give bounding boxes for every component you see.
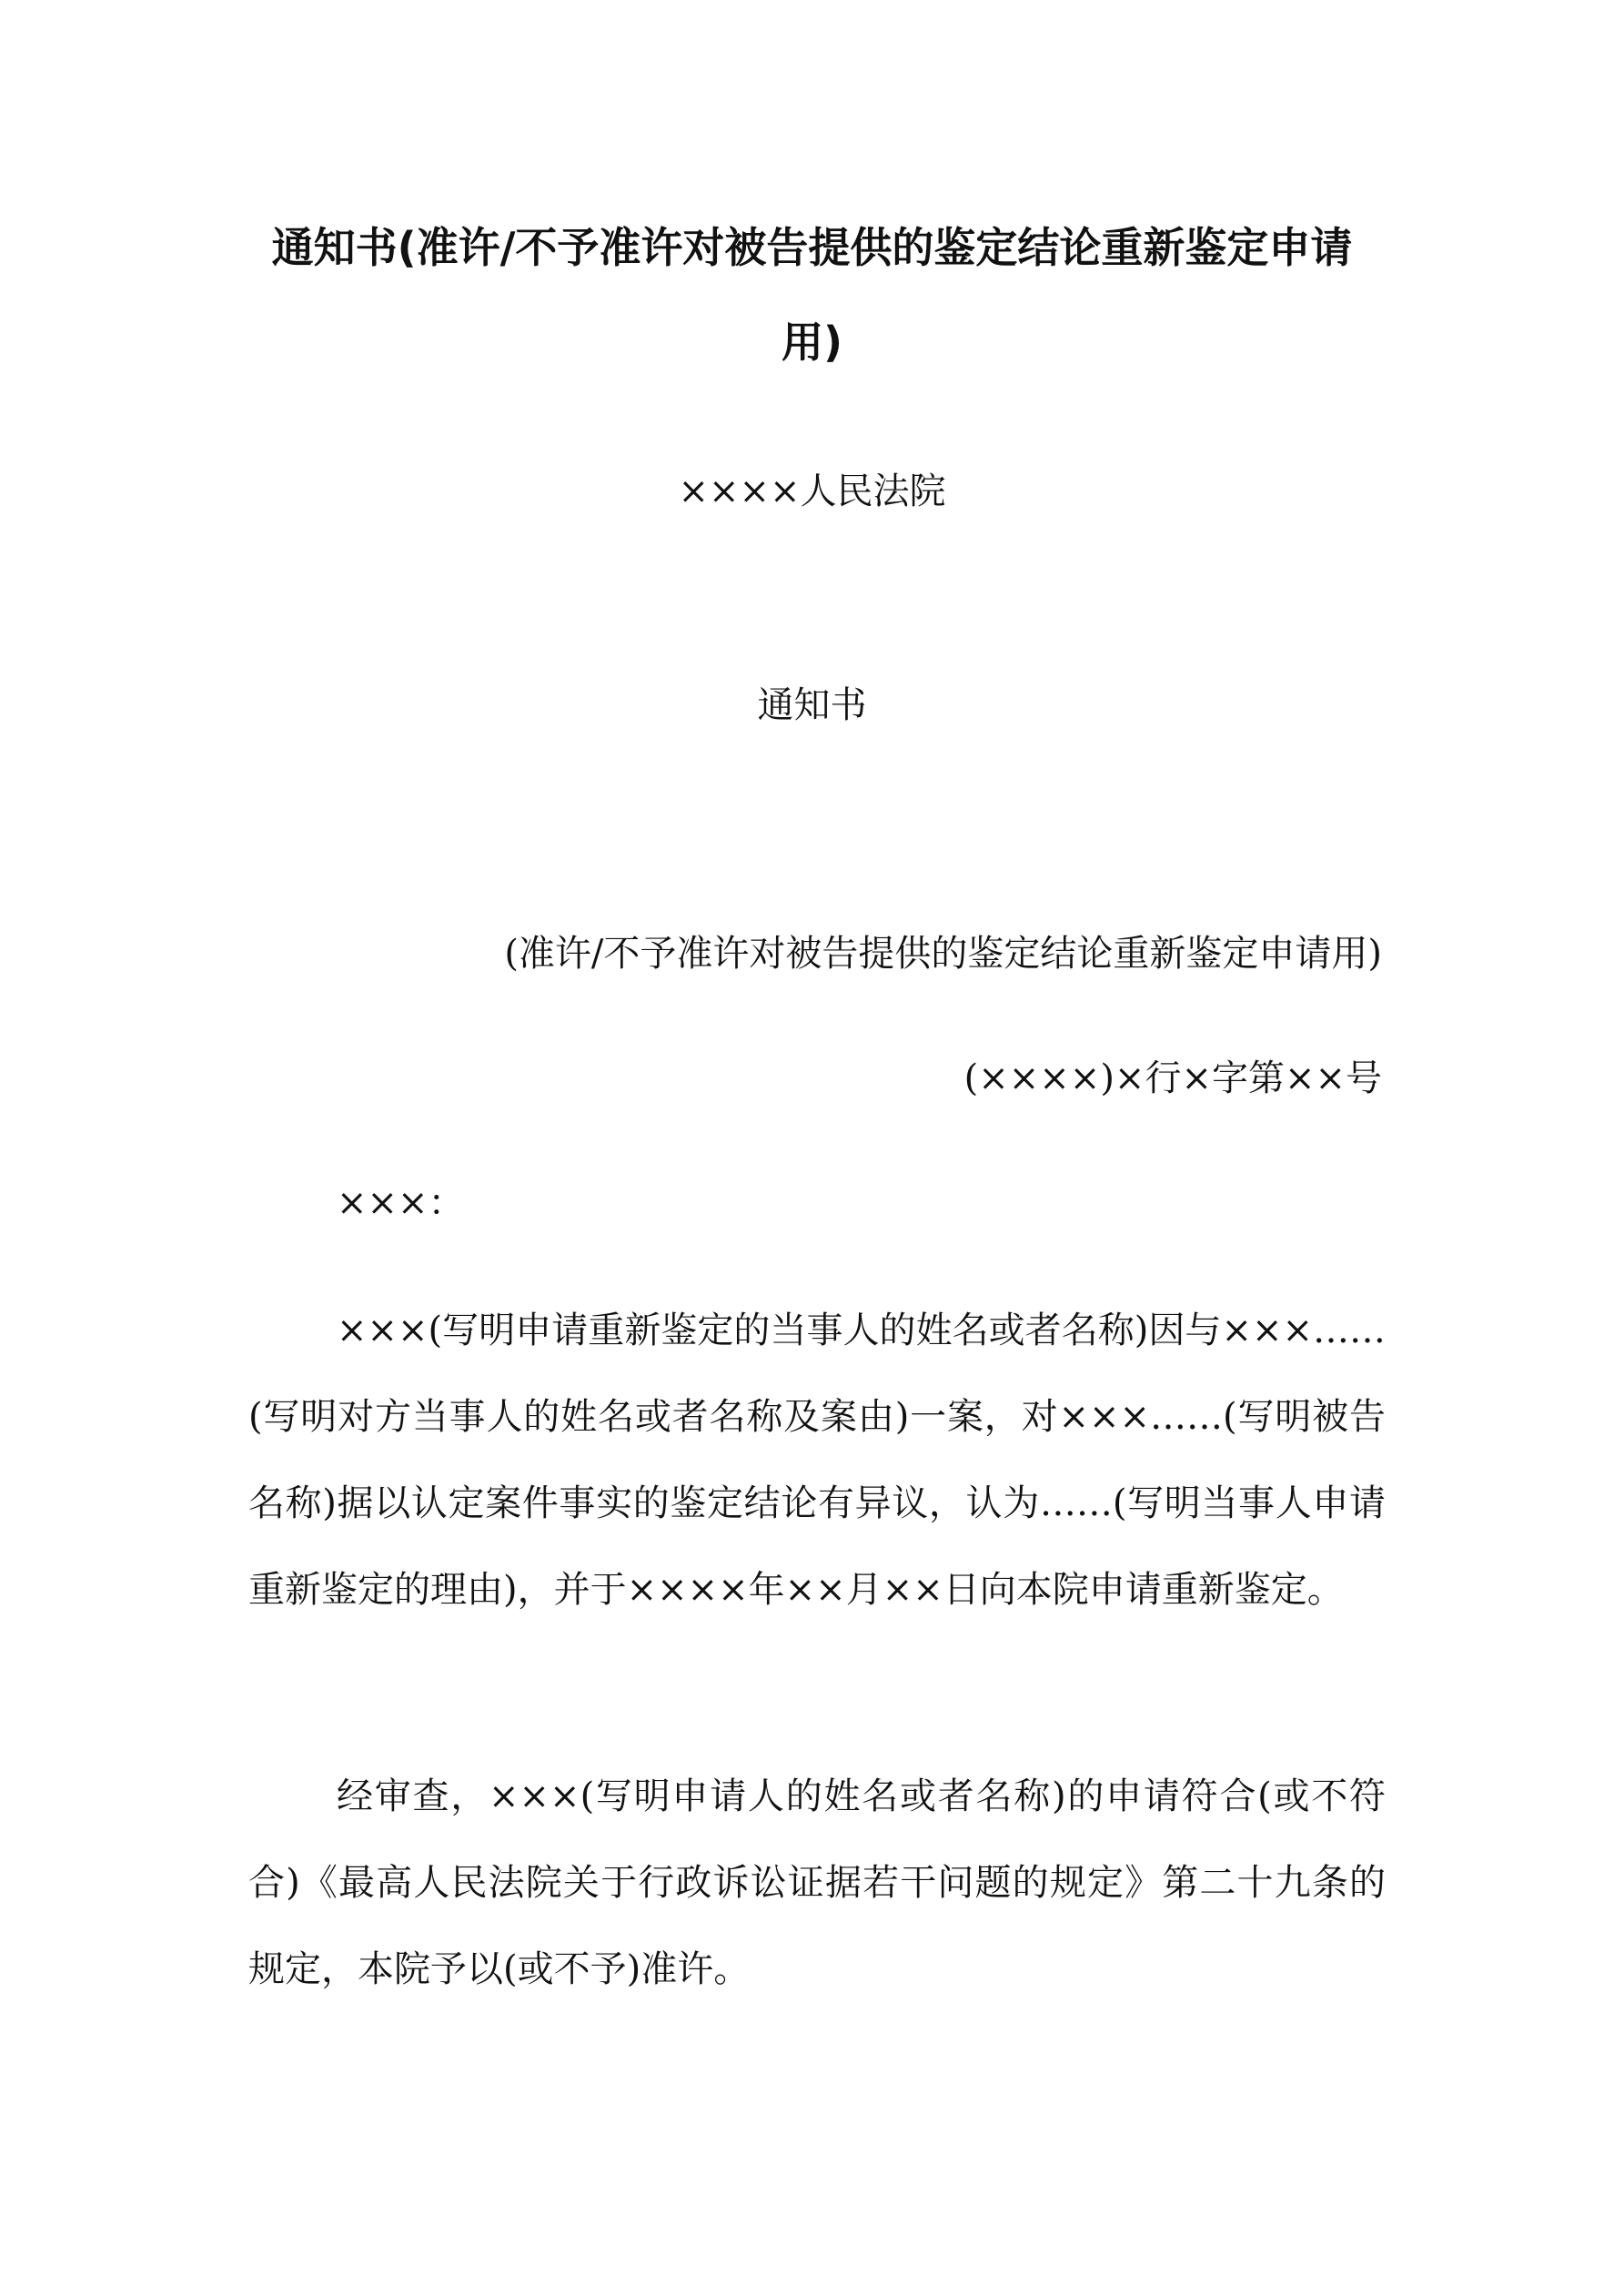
case-number: (××××)×行×字第××号 [963, 1057, 1382, 1099]
body-paragraph-2: 经审查，×××(写明申请人的姓名或者名称)的申请符合(或不符合)《最高人民法院关于行政诉讼证据若干问题的规定》第二十九条的规定，本院予以(或不予)准许。 [248, 1775, 1386, 1990]
document-subtitle: (准许/不予准许对被告提供的鉴定结论重新鉴定申请用) [504, 933, 1382, 975]
document-type: 通知书 [757, 684, 867, 726]
addressee: ×××： [337, 1182, 465, 1224]
court-name: ××××人民法院 [678, 470, 946, 512]
document-title: 通知书(准许/不予准许对被告提供的鉴定结论重新鉴定申请用) [271, 223, 1353, 367]
body-paragraph-1: ×××(写明申请重新鉴定的当事人的姓名或者名称)因与×××……(写明对方当事人的姓名或者名称及案由)一案，对×××……(写明被告名称)据以认定案件事实的鉴定结论有异议，认为……(写明当事人申请重新鉴定的理由)，并于××××年××月××日向本院申请重新鉴定。 [248, 1310, 1386, 1611]
